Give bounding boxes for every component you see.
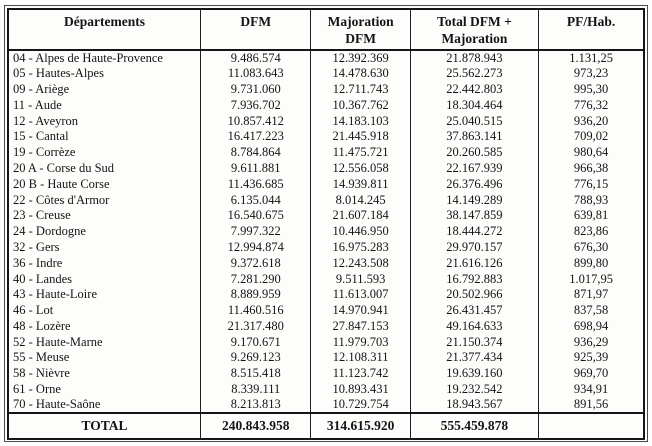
value-cell: 8.889.959: [201, 287, 311, 303]
table-row: [8, 145, 644, 161]
value-cell: 12.243.508: [311, 255, 410, 271]
department-cell: 58 - Nièvre: [13, 366, 70, 381]
value-cell: 936,20: [539, 113, 644, 129]
department-cell: 55 - Meuse: [13, 350, 70, 365]
department-cell: 24 - Dordogne: [13, 224, 86, 239]
value-cell: 16.792.883: [410, 271, 538, 287]
header-majoration-dfm: Majoration DFM: [311, 9, 410, 50]
table-row: [8, 161, 644, 177]
value-cell: 7.936.702: [201, 97, 311, 113]
department-cell: 40 - Landes: [13, 271, 73, 286]
dfm-departments-table: [7, 8, 645, 440]
value-cell: 19.639.160: [410, 366, 538, 382]
value-cell: 10.729.754: [311, 397, 410, 413]
table-row: [8, 113, 644, 129]
table-frame: [4, 5, 648, 442]
total-pf-hab-empty: [539, 413, 644, 439]
value-cell: 969,70: [539, 366, 644, 382]
value-cell: 9.269.123: [201, 350, 311, 366]
value-cell: 29.970.157: [410, 240, 538, 256]
department-cell: 04 - Alpes de Haute-Provence: [13, 50, 163, 65]
value-cell: 11.460.516: [201, 303, 311, 319]
value-cell: 21.377.434: [410, 350, 538, 366]
total-dfm-value: 240.843.958: [201, 413, 311, 439]
table-row: [8, 271, 644, 287]
value-cell: 698,94: [539, 319, 644, 335]
value-cell: 823,86: [539, 224, 644, 240]
table-row: [8, 82, 644, 98]
department-cell: 22 - Côtes d'Armor: [13, 192, 110, 207]
value-cell: 21.317.480: [201, 319, 311, 335]
value-cell: 9.372.618: [201, 255, 311, 271]
value-cell: 6.135.044: [201, 192, 311, 208]
value-cell: 12.108.311: [311, 350, 410, 366]
table-row: [8, 366, 644, 382]
value-cell: 14.183.103: [311, 113, 410, 129]
department-cell: 52 - Haute-Marne: [13, 334, 103, 349]
value-cell: 16.417.223: [201, 129, 311, 145]
value-cell: 8.515.418: [201, 366, 311, 382]
value-cell: 14.939.811: [311, 176, 410, 192]
table-body: [8, 50, 644, 414]
department-cell: 19 - Corrèze: [13, 145, 76, 160]
table-row: [8, 97, 644, 113]
value-cell: 12.392.369: [311, 50, 410, 66]
value-cell: 10.857.412: [201, 113, 311, 129]
value-cell: 22.167.939: [410, 161, 538, 177]
total-label: TOTAL: [8, 413, 201, 439]
value-cell: 18.304.464: [410, 97, 538, 113]
value-cell: 20.260.585: [410, 145, 538, 161]
value-cell: 21.445.918: [311, 129, 410, 145]
table-row: [8, 350, 644, 366]
value-cell: 18.943.567: [410, 397, 538, 413]
value-cell: 8.339.111: [201, 382, 311, 398]
value-cell: 14.970.941: [311, 303, 410, 319]
value-cell: 49.164.633: [410, 319, 538, 335]
table-header: [8, 9, 644, 50]
table-row: [8, 208, 644, 224]
header-total-dfm-majoration: Total DFM + Majoration: [410, 9, 538, 50]
header-departements: Départements: [8, 9, 201, 50]
table-row: [8, 240, 644, 256]
value-cell: 10.446.950: [311, 224, 410, 240]
table-row: [8, 129, 644, 145]
value-cell: 14.478.630: [311, 66, 410, 82]
value-cell: 12.994.874: [201, 240, 311, 256]
value-cell: 27.847.153: [311, 319, 410, 335]
table-row: [8, 382, 644, 398]
value-cell: 934,91: [539, 382, 644, 398]
value-cell: 709,02: [539, 129, 644, 145]
value-cell: 1.131,25: [539, 50, 644, 66]
value-cell: 8.014.245: [311, 192, 410, 208]
value-cell: 639,81: [539, 208, 644, 224]
value-cell: 871,97: [539, 287, 644, 303]
department-cell: 15 - Cantal: [13, 129, 69, 144]
department-cell: 20 B - Haute Corse: [13, 176, 110, 191]
department-cell: 20 A - Corse du Sud: [13, 160, 115, 175]
value-cell: 891,56: [539, 397, 644, 413]
table-footer: [8, 413, 644, 439]
value-cell: 11.123.742: [311, 366, 410, 382]
department-cell: 32 - Gers: [13, 239, 60, 254]
table-row: [8, 397, 644, 413]
value-cell: 966,38: [539, 161, 644, 177]
table-row: [8, 334, 644, 350]
value-cell: 11.613.007: [311, 287, 410, 303]
value-cell: 10.367.762: [311, 97, 410, 113]
value-cell: 16.540.675: [201, 208, 311, 224]
department-cell: 09 - Ariège: [13, 81, 70, 96]
value-cell: 16.975.283: [311, 240, 410, 256]
department-cell: 43 - Haute-Loire: [13, 287, 97, 302]
department-cell: 61 - Orne: [13, 382, 61, 397]
table-row: [8, 66, 644, 82]
value-cell: 9.511.593: [311, 271, 410, 287]
value-cell: 8.213.813: [201, 397, 311, 413]
table-row: [8, 319, 644, 335]
value-cell: 837,58: [539, 303, 644, 319]
value-cell: 1.017,95: [539, 271, 644, 287]
value-cell: 26.376.496: [410, 176, 538, 192]
value-cell: 26.431.457: [410, 303, 538, 319]
table-row: [8, 176, 644, 192]
value-cell: 7.281.290: [201, 271, 311, 287]
value-cell: 936,29: [539, 334, 644, 350]
total-row: [8, 413, 644, 439]
value-cell: 676,30: [539, 240, 644, 256]
value-cell: 776,32: [539, 97, 644, 113]
value-cell: 788,93: [539, 192, 644, 208]
department-cell: 36 - Indre: [13, 255, 63, 270]
table-row: [8, 192, 644, 208]
value-cell: 980,64: [539, 145, 644, 161]
value-cell: 22.442.803: [410, 82, 538, 98]
value-cell: 19.232.542: [410, 382, 538, 398]
value-cell: 776,15: [539, 176, 644, 192]
value-cell: 25.562.273: [410, 66, 538, 82]
value-cell: 973,23: [539, 66, 644, 82]
value-cell: 9.731.060: [201, 82, 311, 98]
value-cell: 25.040.515: [410, 113, 538, 129]
table-row: [8, 224, 644, 240]
value-cell: 12.711.743: [311, 82, 410, 98]
department-cell: 05 - Hautes-Alpes: [13, 66, 104, 81]
value-cell: 37.863.141: [410, 129, 538, 145]
total-sum-value: 555.459.878: [410, 413, 538, 439]
value-cell: 899,80: [539, 255, 644, 271]
department-cell: 11 - Aude: [13, 97, 62, 112]
value-cell: 12.556.058: [311, 161, 410, 177]
value-cell: 14.149.289: [410, 192, 538, 208]
table-row: [8, 50, 644, 66]
value-cell: 21.878.943: [410, 50, 538, 66]
header-row: [8, 9, 644, 50]
department-cell: 12 - Aveyron: [13, 113, 79, 128]
table-row: [8, 287, 644, 303]
value-cell: 8.784.864: [201, 145, 311, 161]
department-cell: 48 - Lozère: [13, 318, 71, 333]
table-row: [8, 255, 644, 271]
value-cell: 11.083.643: [201, 66, 311, 82]
department-cell: 23 - Creuse: [13, 208, 71, 223]
value-cell: 9.170.671: [201, 334, 311, 350]
value-cell: 9.611.881: [201, 161, 311, 177]
value-cell: 7.997.322: [201, 224, 311, 240]
department-cell: 46 - Lot: [13, 303, 54, 318]
value-cell: 11.436.685: [201, 176, 311, 192]
value-cell: 20.502.966: [410, 287, 538, 303]
value-cell: 18.444.272: [410, 224, 538, 240]
value-cell: 38.147.859: [410, 208, 538, 224]
value-cell: 21.607.184: [311, 208, 410, 224]
department-cell: 70 - Haute-Saône: [13, 397, 101, 412]
value-cell: 21.616.126: [410, 255, 538, 271]
value-cell: 9.486.574: [201, 50, 311, 66]
header-dfm: DFM: [201, 9, 311, 50]
value-cell: 925,39: [539, 350, 644, 366]
value-cell: 10.893.431: [311, 382, 410, 398]
value-cell: 11.979.703: [311, 334, 410, 350]
total-majoration-value: 314.615.920: [311, 413, 410, 439]
value-cell: 11.475.721: [311, 145, 410, 161]
value-cell: 995,30: [539, 82, 644, 98]
header-pf-hab: PF/Hab.: [539, 9, 644, 50]
table-row: [8, 303, 644, 319]
value-cell: 21.150.374: [410, 334, 538, 350]
